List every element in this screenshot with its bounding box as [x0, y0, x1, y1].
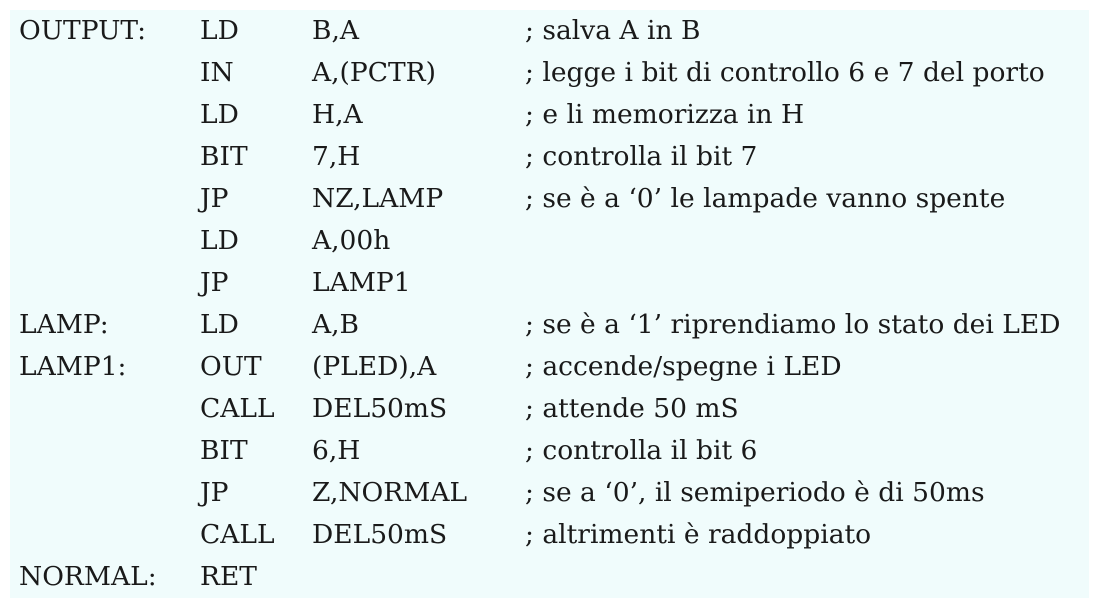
line-opcode: CALL	[200, 393, 275, 424]
assembly-listing	[10, 10, 1089, 598]
line-comment: ; salva A in B	[525, 15, 701, 46]
line-comment: ; accende/spegne i LED	[525, 351, 842, 382]
code-line	[10, 94, 1089, 136]
code-line	[10, 514, 1089, 556]
line-comment: ; se a ‘0’, il semiperiodo è di 50ms	[525, 477, 985, 508]
line-operand: NZ,LAMP	[312, 183, 444, 214]
line-opcode: JP	[200, 477, 229, 508]
line-opcode: OUT	[200, 351, 262, 382]
line-opcode: JP	[200, 183, 229, 214]
line-opcode: LD	[200, 225, 239, 256]
line-operand: DEL50mS	[312, 393, 448, 424]
line-label: NORMAL:	[19, 561, 157, 592]
line-operand: A,(PCTR)	[312, 57, 436, 88]
line-opcode: JP	[200, 267, 229, 298]
line-comment: ; se è a ‘1’ riprendiamo lo stato dei LED	[525, 309, 1061, 340]
line-label: LAMP1:	[19, 351, 127, 382]
line-opcode: CALL	[200, 519, 275, 550]
code-line	[10, 472, 1089, 514]
line-comment: ; controlla il bit 6	[525, 435, 758, 466]
line-comment: ; altrimenti è raddoppiato	[525, 519, 872, 550]
line-opcode: LD	[200, 15, 239, 46]
line-operand: LAMP1	[312, 267, 411, 298]
line-operand: H,A	[312, 99, 363, 130]
line-operand: 6,H	[312, 435, 361, 466]
line-operand: A,00h	[312, 225, 391, 256]
line-label: LAMP:	[19, 309, 109, 340]
line-opcode: BIT	[200, 435, 248, 466]
line-comment: ; e li memorizza in H	[525, 99, 805, 130]
line-comment: ; se è a ‘0’ le lampade vanno spente	[525, 183, 1006, 214]
line-operand: B,A	[312, 15, 360, 46]
line-label: OUTPUT:	[19, 15, 147, 46]
code-line	[10, 430, 1089, 472]
code-line	[10, 304, 1089, 346]
code-line	[10, 346, 1089, 388]
line-opcode: IN	[200, 57, 234, 88]
line-operand: 7,H	[312, 141, 361, 172]
line-comment: ; controlla il bit 7	[525, 141, 758, 172]
line-operand: DEL50mS	[312, 519, 448, 550]
line-opcode: LD	[200, 99, 239, 130]
code-line	[10, 220, 1089, 262]
code-line	[10, 262, 1089, 304]
code-line	[10, 136, 1089, 178]
line-opcode: LD	[200, 309, 239, 340]
line-comment: ; legge i bit di controllo 6 e 7 del porto	[525, 57, 1045, 88]
line-opcode: RET	[200, 561, 257, 592]
line-operand: A,B	[312, 309, 360, 340]
line-opcode: BIT	[200, 141, 248, 172]
code-line	[10, 10, 1089, 52]
code-line	[10, 556, 1089, 598]
code-line	[10, 388, 1089, 430]
code-line	[10, 178, 1089, 220]
line-operand: (PLED),A	[312, 351, 437, 382]
line-operand: Z,NORMAL	[312, 477, 468, 508]
line-comment: ; attende 50 mS	[525, 393, 739, 424]
code-line	[10, 52, 1089, 94]
